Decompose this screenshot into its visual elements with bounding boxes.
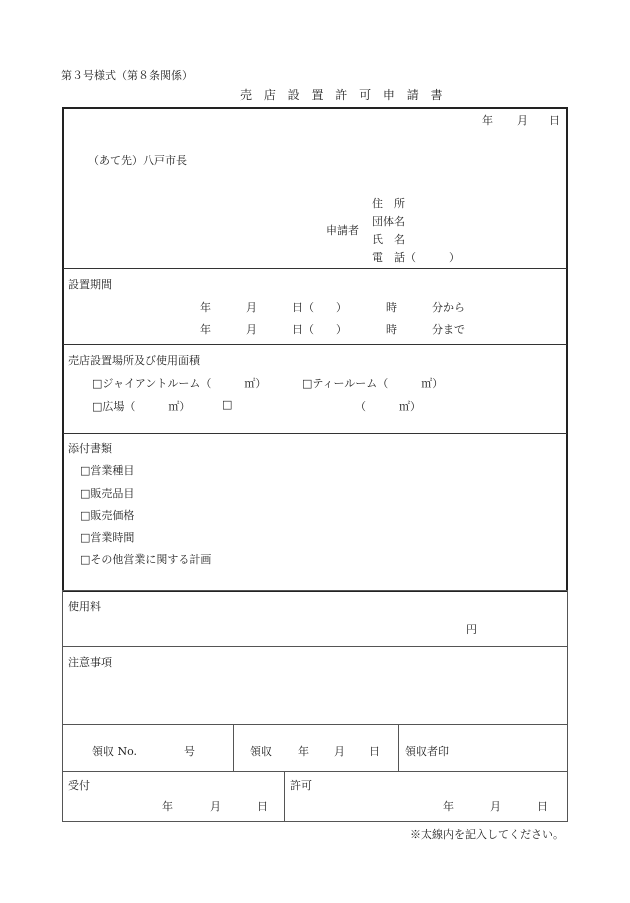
footnote: ※太線内を記入してください。	[410, 828, 564, 841]
date-year: 年	[482, 114, 493, 127]
fee-unit: 円	[466, 623, 477, 636]
receipt-seal-label: 領収者印	[405, 745, 449, 758]
date-month: 月	[517, 114, 528, 127]
receipt-number-label: 領収 No.	[92, 745, 138, 758]
applicant-label: 申請者	[326, 224, 359, 237]
period-to-year[interactable]: 年	[200, 323, 211, 336]
attachment-item[interactable]: □販売価格	[80, 509, 135, 522]
attachment-item[interactable]: □販売品目	[80, 487, 135, 500]
applicant-phone[interactable]: 電 話（ ）	[372, 251, 460, 264]
attachment-item[interactable]: □営業時間	[80, 531, 135, 544]
office-use-section	[62, 590, 568, 822]
applicant-section-border	[62, 107, 568, 592]
date-day: 日	[549, 114, 560, 127]
location-option-other-area[interactable]: （ ㎡）	[355, 400, 421, 413]
permission-label: 許可	[290, 779, 312, 792]
period-to-hour[interactable]: 時	[386, 323, 397, 336]
permission-month: 月	[490, 800, 501, 813]
divider	[63, 724, 567, 725]
permission-year: 年	[443, 800, 454, 813]
period-from-year[interactable]: 年	[200, 301, 211, 314]
period-from-minute[interactable]: 分から	[432, 301, 465, 314]
receipt-number-unit: 号	[184, 745, 195, 758]
receipt-received-label: 領収	[250, 745, 272, 758]
attachments-label: 添付書類	[68, 442, 112, 455]
attachment-item[interactable]: □その他営業に関する計画	[80, 553, 212, 566]
reception-year: 年	[162, 800, 173, 813]
notes-label: 注意事項	[68, 656, 112, 669]
applicant-name[interactable]: 氏 名	[372, 233, 405, 246]
form-number: 第３号様式（第８条関係）	[61, 69, 193, 82]
period-from-day[interactable]: 日（ ）	[292, 301, 347, 314]
location-option-giant-room[interactable]: □ジャイアントルーム（ ㎡）	[92, 377, 267, 390]
applicant-address[interactable]: 住 所	[372, 197, 405, 210]
receipt-month: 月	[334, 745, 345, 758]
divider	[63, 344, 567, 345]
attachment-item[interactable]: □営業種目	[80, 464, 135, 477]
location-option-other[interactable]: □	[222, 398, 233, 411]
reception-day: 日	[257, 800, 268, 813]
form-title: 売 店 設 置 許 可 申 請 書	[240, 88, 447, 102]
permission-day: 日	[537, 800, 548, 813]
applicant-organization[interactable]: 団体名	[372, 215, 405, 228]
receipt-day: 日	[369, 745, 380, 758]
divider	[63, 433, 567, 434]
period-to-day[interactable]: 日（ ）	[292, 323, 347, 336]
location-option-plaza[interactable]: □広場（ ㎡）	[92, 400, 191, 413]
divider-vertical	[233, 725, 234, 771]
reception-month: 月	[210, 800, 221, 813]
divider-vertical	[398, 725, 399, 771]
period-to-minute[interactable]: 分まで	[432, 323, 465, 336]
fee-label: 使用料	[68, 600, 101, 613]
addressee: （あて先）八戸市長	[88, 154, 187, 167]
location-option-tea-room[interactable]: □ティールーム（ ㎡）	[302, 377, 444, 390]
period-from-month[interactable]: 月	[246, 301, 257, 314]
location-label: 売店設置場所及び使用面積	[68, 354, 200, 367]
divider	[63, 268, 567, 269]
reception-label: 受付	[68, 779, 90, 792]
period-from-hour[interactable]: 時	[386, 301, 397, 314]
receipt-year: 年	[298, 745, 309, 758]
divider	[63, 771, 567, 772]
period-to-month[interactable]: 月	[246, 323, 257, 336]
divider	[63, 646, 567, 647]
period-label: 設置期間	[68, 278, 112, 291]
divider-vertical	[284, 772, 285, 821]
